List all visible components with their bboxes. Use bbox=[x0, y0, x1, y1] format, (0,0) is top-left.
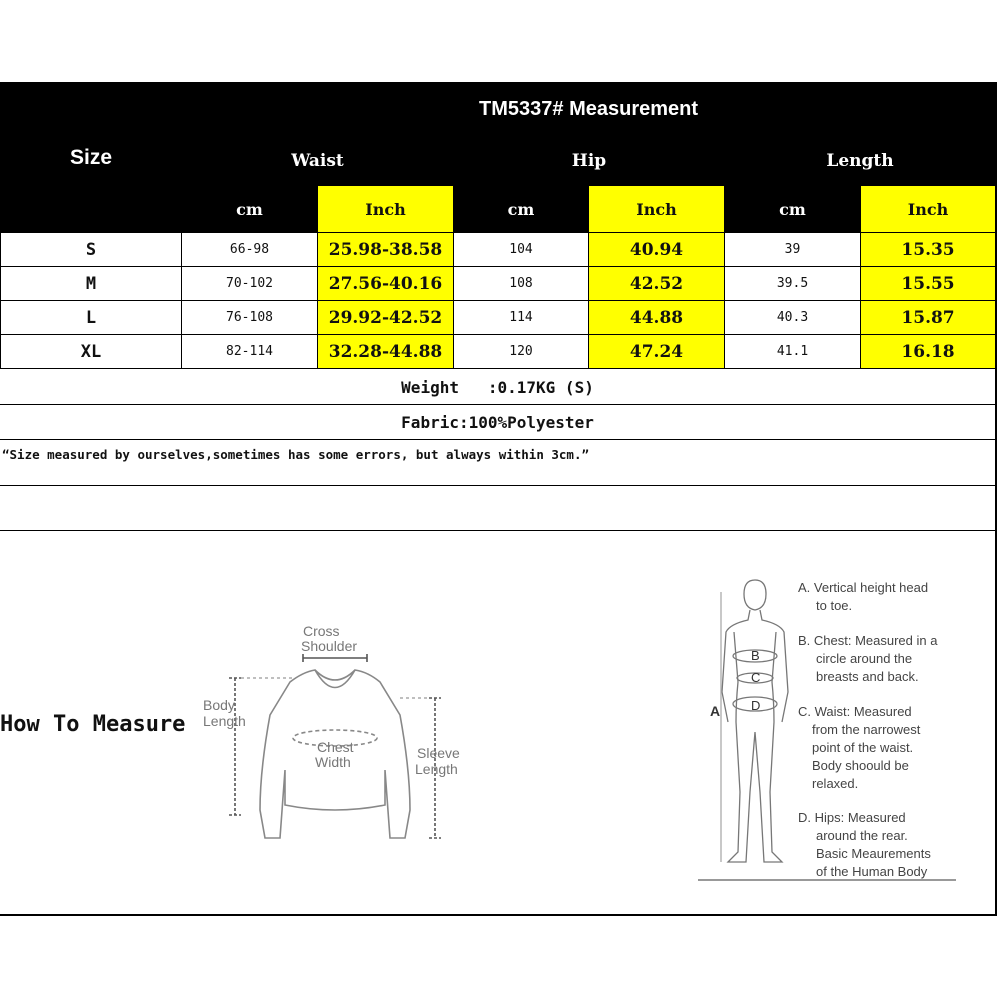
length-inch: 16.18 bbox=[861, 335, 996, 369]
length-inch: 15.55 bbox=[861, 267, 996, 301]
weight-note: Weight :0.17KG (S) bbox=[0, 371, 995, 405]
length-cm: 41.1 bbox=[725, 335, 861, 369]
length-inch: 15.35 bbox=[861, 233, 996, 267]
size-label: L bbox=[1, 301, 182, 335]
human-figure-icon bbox=[722, 580, 788, 862]
waist-cm: 76-108 bbox=[182, 301, 318, 335]
hip-cm: 104 bbox=[454, 233, 589, 267]
length-inch: 15.87 bbox=[861, 301, 996, 335]
note-c: C. Waist: Measured bbox=[798, 704, 912, 719]
note-d: Basic Meaurements bbox=[816, 846, 931, 861]
body-length-label: Body bbox=[203, 697, 235, 713]
how-to-measure-title: How To Measure bbox=[0, 712, 186, 737]
letter-d: D bbox=[751, 698, 761, 713]
shoulder-arrow-icon bbox=[303, 654, 367, 662]
size-table bbox=[0, 82, 996, 369]
note-a: A. Vertical height head bbox=[798, 580, 929, 595]
length-cm: 39.5 bbox=[725, 267, 861, 301]
note-d: D. Hips: Measured bbox=[798, 810, 906, 825]
size-label: XL bbox=[1, 335, 182, 369]
waist-cm: 70-102 bbox=[182, 267, 318, 301]
chest-width-label: Chest bbox=[317, 739, 354, 755]
table-row bbox=[1, 301, 996, 335]
letter-b: B bbox=[751, 648, 760, 663]
table-title: TM5337# Measurement bbox=[182, 83, 996, 136]
note-d: around the rear. bbox=[816, 828, 908, 843]
length-cm: 40.3 bbox=[725, 301, 861, 335]
waist-cm: 82-114 bbox=[182, 335, 318, 369]
note-d: of the Human Body bbox=[816, 864, 928, 879]
length-cm: 39 bbox=[725, 233, 861, 267]
hip-header: Hip bbox=[454, 136, 725, 186]
fabric-note: Fabric:100%Polyester bbox=[0, 405, 995, 440]
sweater-measure-diagram bbox=[195, 620, 485, 850]
disclaimer-note: “Size measured by ourselves,sometimes has some errors, but always within 3cm.” bbox=[0, 440, 995, 486]
sleeve-length-label: Sleeve bbox=[417, 745, 460, 761]
cross-shoulder-label: Shoulder bbox=[301, 638, 358, 654]
hip-cm: 120 bbox=[454, 335, 589, 369]
size-label: S bbox=[1, 233, 182, 267]
table-row bbox=[1, 267, 996, 301]
hip-inch: 42.52 bbox=[589, 267, 725, 301]
length-header: Length bbox=[725, 136, 996, 186]
unit-header: Inch bbox=[318, 186, 454, 233]
body-length-label: Length bbox=[203, 713, 246, 729]
waist-inch: 32.28-44.88 bbox=[318, 335, 454, 369]
note-c: relaxed. bbox=[812, 776, 859, 791]
unit-header: cm bbox=[182, 186, 318, 233]
note-b: circle around the bbox=[816, 651, 913, 666]
table-row bbox=[1, 233, 996, 267]
cross-shoulder-label: Cross bbox=[303, 623, 340, 639]
size-label: M bbox=[1, 267, 182, 301]
hip-cm: 108 bbox=[454, 267, 589, 301]
size-header: Size bbox=[1, 83, 182, 233]
note-b: B. Chest: Measured in a bbox=[798, 633, 938, 648]
chest-width-label: Width bbox=[315, 754, 351, 770]
note-c: from the narrowest bbox=[812, 722, 921, 737]
collar-icon bbox=[315, 670, 355, 688]
waist-inch: 29.92-42.52 bbox=[318, 301, 454, 335]
blank-row bbox=[0, 486, 995, 531]
hip-inch: 44.88 bbox=[589, 301, 725, 335]
letter-c: C bbox=[751, 670, 761, 685]
hip-inch: 47.24 bbox=[589, 335, 725, 369]
waist-header: Waist bbox=[182, 136, 454, 186]
waist-inch: 27.56-40.16 bbox=[318, 267, 454, 301]
unit-header: cm bbox=[725, 186, 861, 233]
hip-inch: 40.94 bbox=[589, 233, 725, 267]
unit-header: Inch bbox=[589, 186, 725, 233]
sleeve-length-label: Length bbox=[415, 761, 458, 777]
hip-cm: 114 bbox=[454, 301, 589, 335]
body-measure-diagram bbox=[698, 572, 968, 887]
waist-cm: 66-98 bbox=[182, 233, 318, 267]
table-row bbox=[1, 335, 996, 369]
note-c: point of the waist. bbox=[812, 740, 914, 755]
note-a: to toe. bbox=[816, 598, 853, 613]
waist-inch: 25.98-38.58 bbox=[318, 233, 454, 267]
letter-a: A bbox=[710, 703, 721, 719]
unit-header: cm bbox=[454, 186, 589, 233]
note-b: breasts and back. bbox=[816, 669, 919, 684]
note-c: Body shoould be bbox=[812, 758, 909, 773]
unit-header: Inch bbox=[861, 186, 996, 233]
